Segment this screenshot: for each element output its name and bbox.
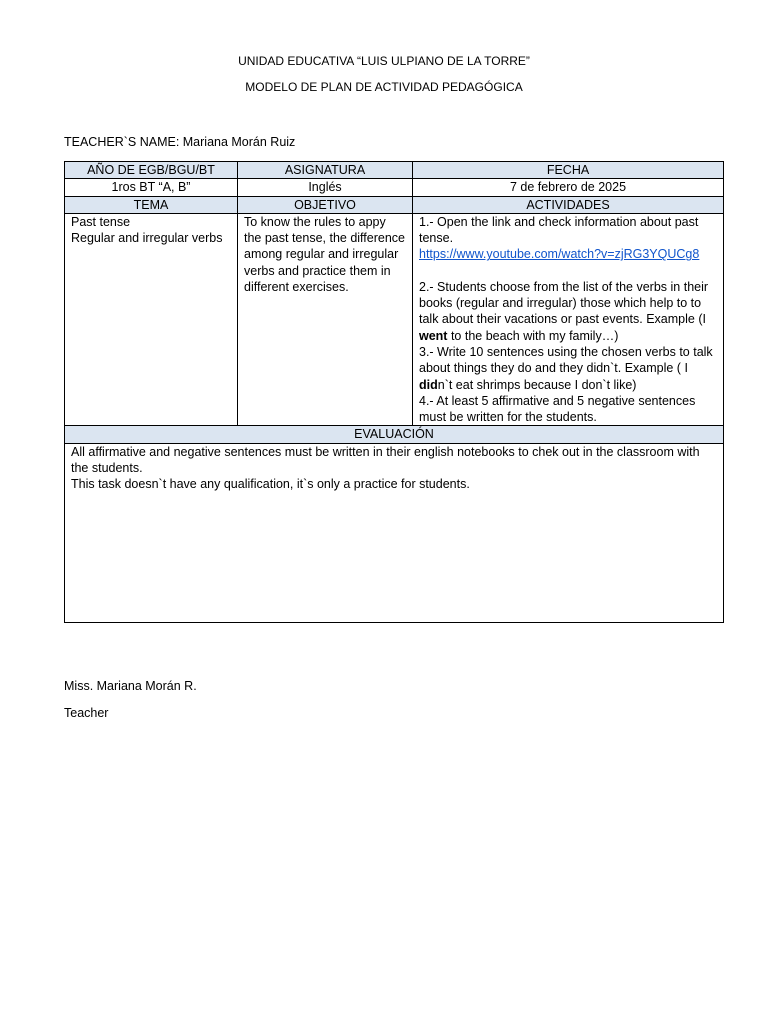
document-title: MODELO DE PLAN DE ACTIVIDAD PEDAGÓGICA	[245, 80, 523, 94]
evaluation-line: This task doesn`t have any qualification, it`s only a practice for students.	[71, 477, 470, 492]
header-cell-topic: TEMA	[65, 196, 238, 213]
header-cell-objective: OBJETIVO	[238, 196, 413, 213]
header-cell-activities: ACTIVIDADES	[413, 196, 724, 213]
institution-name: UNIDAD EDUCATIVA “LUIS ULPIANO DE LA TORRE”	[238, 54, 530, 68]
topic-line: Past tense	[71, 214, 131, 229]
header-cell-evaluation: EVALUACIÓN	[65, 426, 724, 443]
table-row	[65, 443, 724, 622]
cell-objective: To know the rules to appy the past tense, the difference among regular and irregular verbs and practice them in different exercises.	[238, 213, 413, 426]
table-row	[65, 179, 724, 196]
activity-item-3: 3.- Write 10 sentences using the chosen verbs to talk about things they do and they didn`t. Example ( I didn`t eat shrimps because I don`t like)	[419, 344, 713, 392]
header-cell-subject: ASIGNATURA	[238, 162, 413, 179]
cell-year-value: 1ros BT “A, B”	[65, 179, 238, 196]
activity-item-1: 1.- Open the link and check information about past tense.	[419, 214, 699, 246]
cell-subject-value: Inglés	[238, 179, 413, 196]
teacher-name-line: TEACHER`S NAME: Mariana Morán Ruiz	[64, 135, 296, 149]
activity-item-4: 4.- At least 5 affirmative and 5 negative sentences must be written for the students.	[419, 393, 696, 425]
table-header-row	[65, 162, 724, 179]
signature-role: Teacher	[64, 706, 109, 720]
table-header-row	[65, 196, 724, 213]
signature-name: Miss. Mariana Morán R.	[64, 679, 197, 693]
evaluation-line: All affirmative and negative sentences must be written in their english notebooks to chek out in the classroom with the students.	[71, 444, 700, 476]
header-cell-year: AÑO DE EGB/BGU/BT	[65, 162, 238, 179]
cell-activities	[413, 213, 724, 426]
cell-evaluation	[65, 443, 724, 622]
topic-line: Regular and irregular verbs	[71, 231, 223, 246]
cell-date-value: 7 de febrero de 2025	[413, 179, 724, 196]
header-cell-date: FECHA	[413, 162, 724, 179]
table-row	[65, 213, 724, 426]
table-header-row	[65, 426, 724, 443]
activity-item-2: 2.- Students choose from the list of the verbs in their books (regular and irregular) those which help to to talk about their vacations or past events. Example (I went to the beach with my family…)	[419, 279, 709, 343]
youtube-link[interactable]: https://www.youtube.com/watch?v=zjRG3YQUCg8	[419, 247, 700, 262]
activity-plan-table	[64, 161, 724, 623]
cell-topic	[65, 213, 238, 426]
